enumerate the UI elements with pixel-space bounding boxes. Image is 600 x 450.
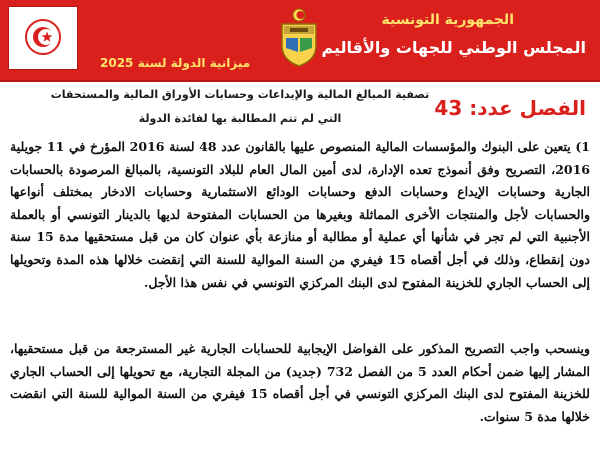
body-paragraph-2: وينسحب واجب التصريح المذكور على الفواضل الإيجابية للحسابات الجارية غير المسترجعة من قبل مستحقيها، المشار إليها ضمن أحكام العدد 5 من الفصل 732 (جديد) من المجلة التجارية، مع تحويلها إلى الحساب الجاري للخزينة المفتوح لدى البنك المركزي التونسي في أجل أقصاه 15 فيفري من السنة الموالية للسنة التي انقضت خلالها مدة 5 سنوات. [10,341,590,424]
chapter-number: الفصل عدد: 43 [434,96,586,120]
body-paragraph-1: 1) يتعين على البنوك والمؤسسات المالية المنصوص عليها بالقانون عدد 48 لسنة 2016 المؤرخ في 11 جويلية 2016، التصريح وفق أنموذج تعده الإدارة، لدى أمين المال العام للبلاد التونسية، بالمبالغ المرصودة بالحسابات الجارية وحسابات الإيداع وحسابات الدفع وحسابات الودائع الاستثمارية وحسابات الادخار بمختلف أنواعها والحسابات لأجل والمنتجات الأخرى المماثلة وبغيرها من الحسابات المفتوحة لديها بالدينار التونسي أو بالعملة الأجنبية التي لم تجر في شأنها أي عملية أو مطالبة أو منازعة بأي عنوان كان من قبل مستحقيها مدة 15 سنة دون إنقطاع، وذلك في أجل أقصاه 15 فيفري من السنة الموالية للسنة التي إنقضت خلالها هذه المدة وتحويلها إلى الحساب الجاري للخزينة المفتوح لدى البنك المركزي التونسي في نفس هذا الأجل. [10,139,590,290]
chapter-subtitle-line2: التي لم تتم المطالبة بها لفائدة الدولة [138,112,342,125]
republic-title: الجمهورية التونسية [381,12,514,28]
budget-year-label: ميزانية الدولة لسنة 2025 [100,56,251,70]
tunisia-coat-of-arms-icon [276,8,322,68]
tunisia-flag-icon [8,6,78,70]
chapter-subtitle-line1: تصفية المبالغ المالية والإيداعات وحسابات الأوراق المالية والمستحقات [50,88,430,101]
council-title: المجلس الوطني للجهات والأقاليم [321,38,586,57]
crescent-star-icon [25,19,61,55]
header-banner [0,0,600,82]
